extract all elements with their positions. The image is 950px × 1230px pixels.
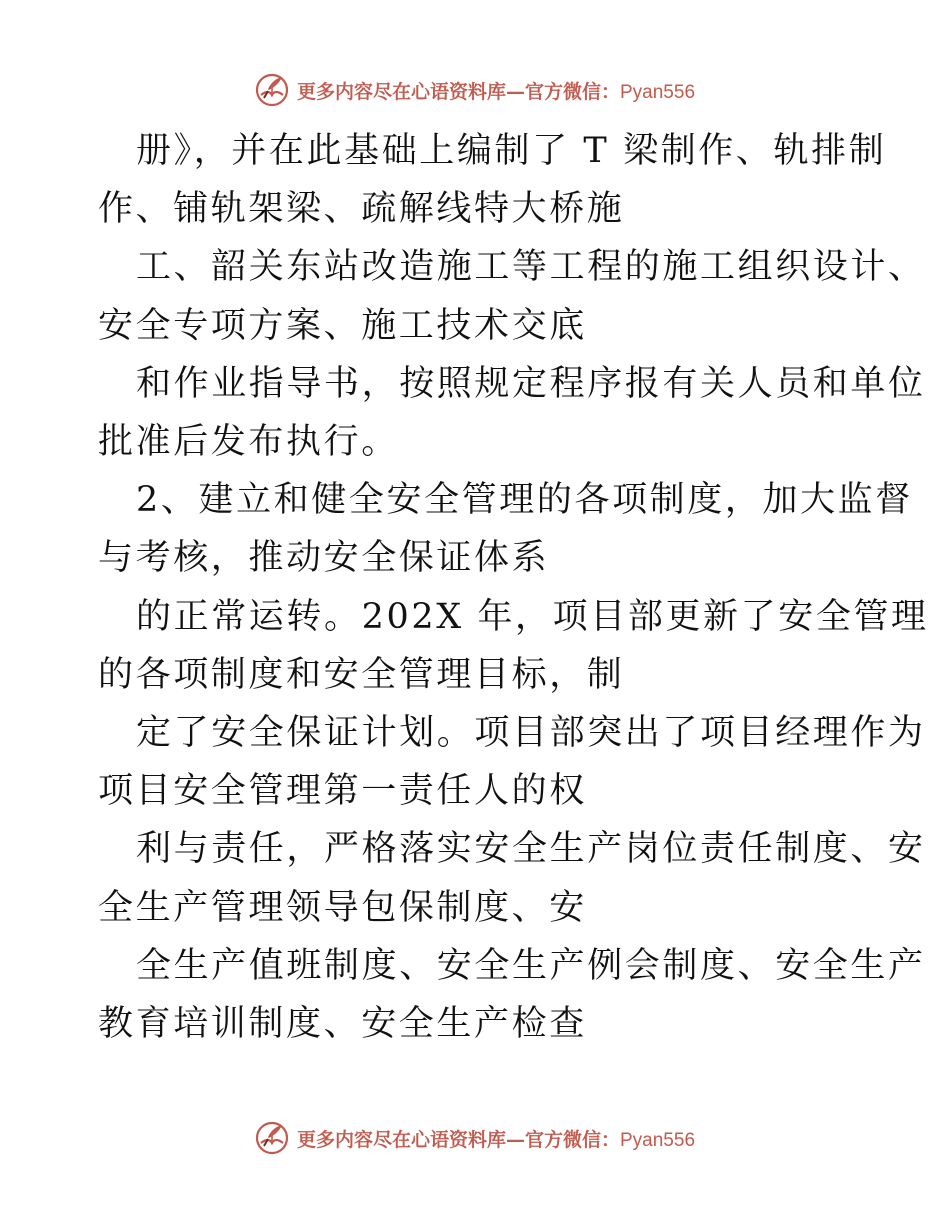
document-body xyxy=(98,122,929,1053)
text-line: 全生产管理领导包保制度、安 xyxy=(98,887,587,928)
text-line: 册》，并在此基础上编制了 T 梁制作、轨排制 xyxy=(136,131,887,171)
footer-watermark xyxy=(0,1118,950,1158)
wechat-id: Pyan556 xyxy=(620,1129,696,1151)
text-line: 工、韶关东站改造施工等工程的施工组织设计、 xyxy=(136,247,926,288)
text-line: 与考核，推动安全保证体系 xyxy=(98,538,550,579)
text-line: 和作业指导书，按照规定程序报有关人员和单位 xyxy=(136,363,926,404)
wechat-id: Pyan556 xyxy=(620,81,696,103)
text-line: 定了安全保证计划。项目部突出了项目经理作为 xyxy=(136,713,926,754)
text-line: 批准后发布执行。 xyxy=(98,422,399,463)
book-quill-logo-icon xyxy=(255,73,289,107)
watermark-text: 更多内容尽在心语资料库—官方微信：Pyan556 xyxy=(296,80,696,103)
text-line: 作、铺轨架梁、疏解线特大桥施 xyxy=(98,189,625,230)
watermark-text: 更多内容尽在心语资料库—官方微信：Pyan556 xyxy=(296,1128,696,1151)
text-line: 2、建立和健全安全管理的各项制度，加大监督 xyxy=(136,480,913,521)
text-line: 的各项制度和安全管理目标，制 xyxy=(98,654,625,695)
text-line: 的正常运转。202X 年，项目部更新了安全管理 xyxy=(136,596,929,637)
text-line: 安全专项方案、施工技术交底 xyxy=(98,305,587,346)
header-watermark xyxy=(0,70,950,110)
book-quill-logo-icon xyxy=(255,1121,289,1155)
text-line: 教育培训制度、安全生产检查 xyxy=(98,1004,587,1045)
text-line: 利与责任，严格落实安全生产岗位责任制度、安 xyxy=(136,829,926,870)
text-line: 项目安全管理第一责任人的权 xyxy=(98,771,587,812)
text-line: 全生产值班制度、安全生产例会制度、安全生产 xyxy=(136,945,926,986)
